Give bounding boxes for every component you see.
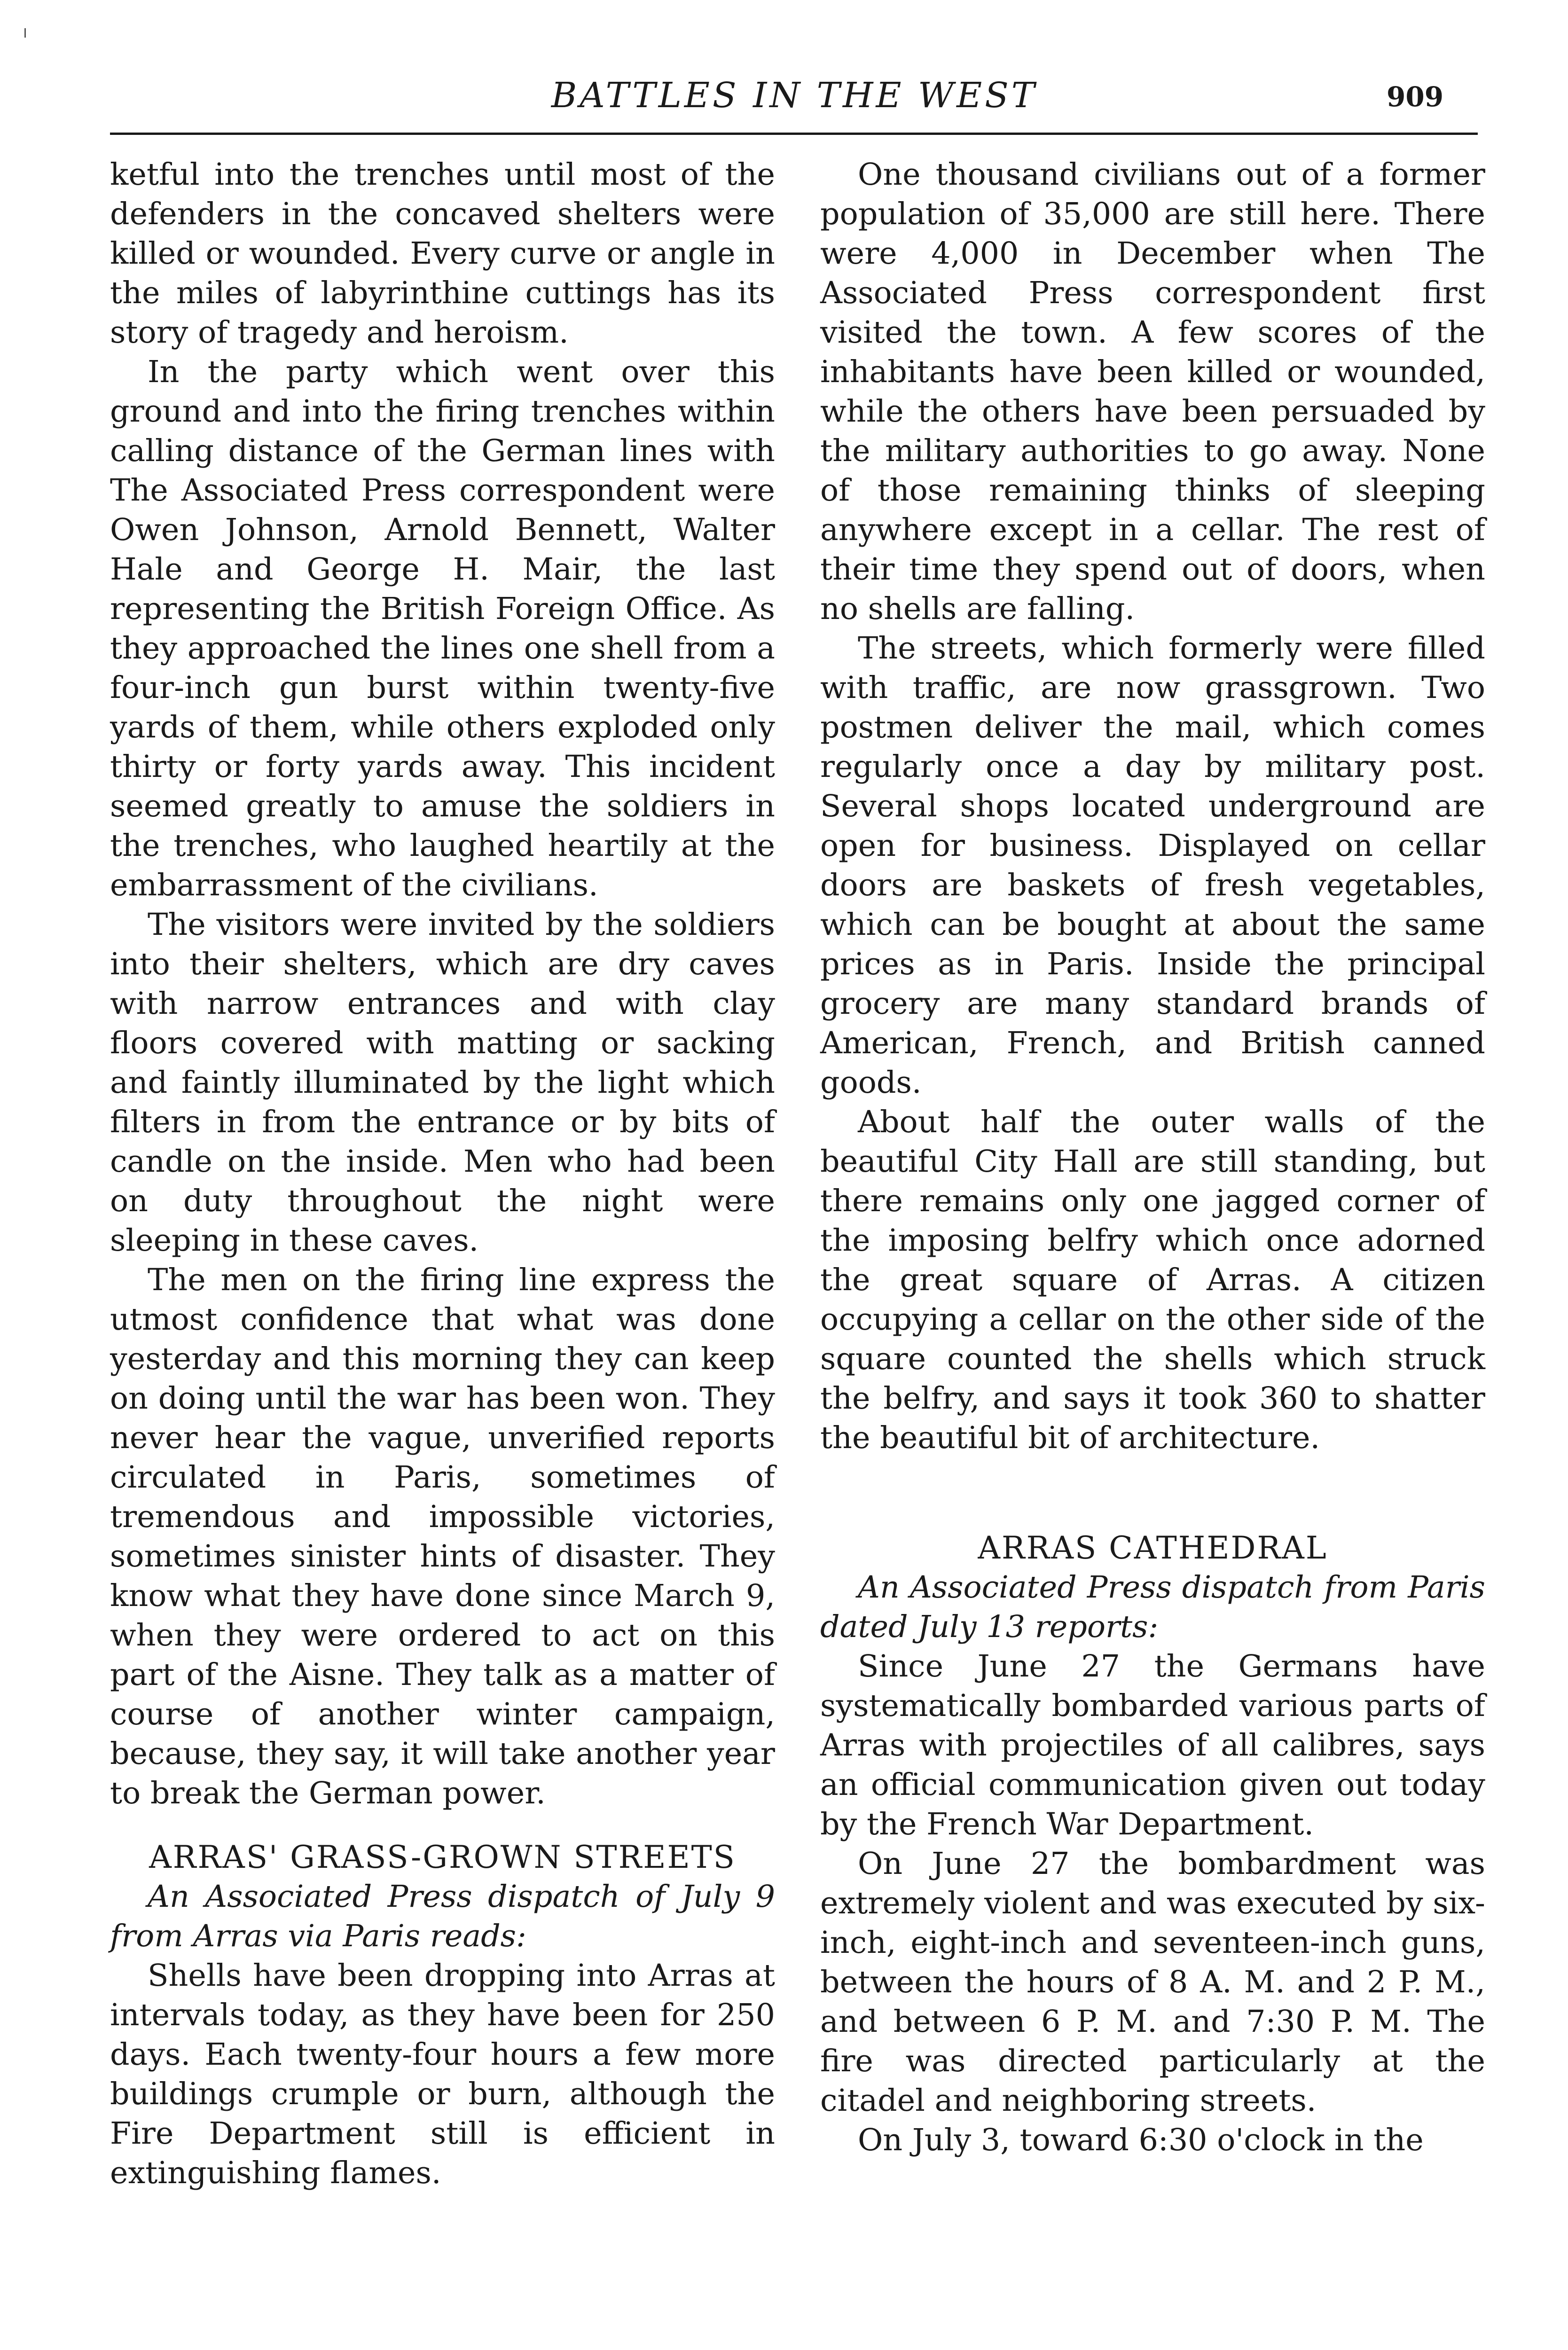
paragraph: Shells have been dropping into Arras at intervals today, as they have been for 250 days. Each twenty-four hours a few more buildings crumple or burn, although the Fire Department still is efficient in extinguishing flames. [110,1958,775,2191]
paragraph: About half the outer walls of the beautiful City Hall are still standing, but there remains only one jagged corner of the imposing belfry which once adorned the great square of Arras. A citizen occupying a cellar on the other side of the square counted the shells which struck the belfry, and says it took 360 to shatter the beautiful bit of architecture. [820,1104,1485,1456]
page-number: 909 [1387,81,1444,113]
section-heading-grass-grown-streets: ARRAS' GRASS-GROWN STREETS [149,1839,736,1875]
paragraph: One thousand civilians out of a former population of 35,000 are still here. There were 4,000 in December when The Associated Press correspondent first visited the town. A few scores of the inhabitants have been killed or wounded, while the others have been persuaded by the military authorities to go away. None of those remaining thinks of sleeping anywhere except in a cellar. The rest of their time they spend out of doors, when no shells are falling. [820,157,1485,627]
scan-mark [24,28,26,38]
dispatch-line: An Associated Press dispatch of July 9 from Arras via Paris reads: [110,1879,775,1954]
dispatch-line: An Associated Press dispatch from Paris dated July 13 reports: [820,1570,1485,1645]
paragraph: In the party which went over this ground and into the firing trenches within calling distance of the German lines with The Associated Press correspondent were Owen Johnson, Arnold Bennett, Walter Hale and George H. Mair, the last representing the British Foreign Office. As they approached the lines one shell from a four-inch gun burst within twenty-five yards of them, while others exploded only thirty or forty yards away. This incident seemed greatly to amuse the soldiers in the trenches, who laughed heartily at the embarrassment of the civilians. [110,354,775,903]
paragraph-continued: ketful into the trenches until most of the defenders in the concaved shelters were killed or wounded. Every curve or angle in the miles of labyrinthine cuttings has its story of tragedy and heroism. [110,157,775,350]
paragraph: The men on the firing line express the utmost confidence that what was done yesterday and this morning they can keep on doing until the war has been won. They never hear the vague, unverified reports circulated in Paris, sometimes of tremendous and impossible victories, sometimes sinister hints of disaster. They know what they have done since March 9, when they were ordered to act on this part of the Aisne. They talk as a matter of course of another winter campaign, because, they say, it will take another year to break the German power. [110,1262,775,1811]
paragraph: On July 3, toward 6:30 o'clock in the [858,2123,1424,2158]
left-column [110,155,775,2193]
running-title: BATTLES IN THE WEST [551,75,1038,116]
section-heading-arras-cathedral: ARRAS CATHEDRAL [978,1530,1328,1566]
header-rule [110,133,1478,135]
right-column [820,155,1485,2160]
paragraph: Since June 27 the Germans have systematically bombarded various parts of Arras with projectiles of all calibres, says an official communication given out today by the French War Department. [820,1649,1485,1842]
paragraph: The visitors were invited by the soldiers into their shelters, which are dry caves with narrow entrances and with clay floors covered with matting or sacking and faintly illuminated by the light which filters in from the entrance or by bits of candle on the inside. Men who had been on duty throughout the night were sleeping in these caves. [110,907,775,1258]
paragraph: On June 27 the bombardment was extremely violent and was executed by six-inch, eight-inch and seventeen-inch guns, between the hours of 8 A. M. and 2 P. M., and between 6 P. M. and 7:30 P. M. The fire was directed particularly at the citadel and neighboring streets. [820,1846,1485,2118]
paragraph: The streets, which formerly were filled with traffic, are now grassgrown. Two postmen deliver the mail, which comes regularly once a day by military post. Several shops located underground are open for business. Displayed on cellar doors are baskets of fresh vegetables, which can be bought at about the same prices as in Paris. Inside the principal grocery are many standard brands of American, French, and British canned goods. [820,631,1485,1100]
